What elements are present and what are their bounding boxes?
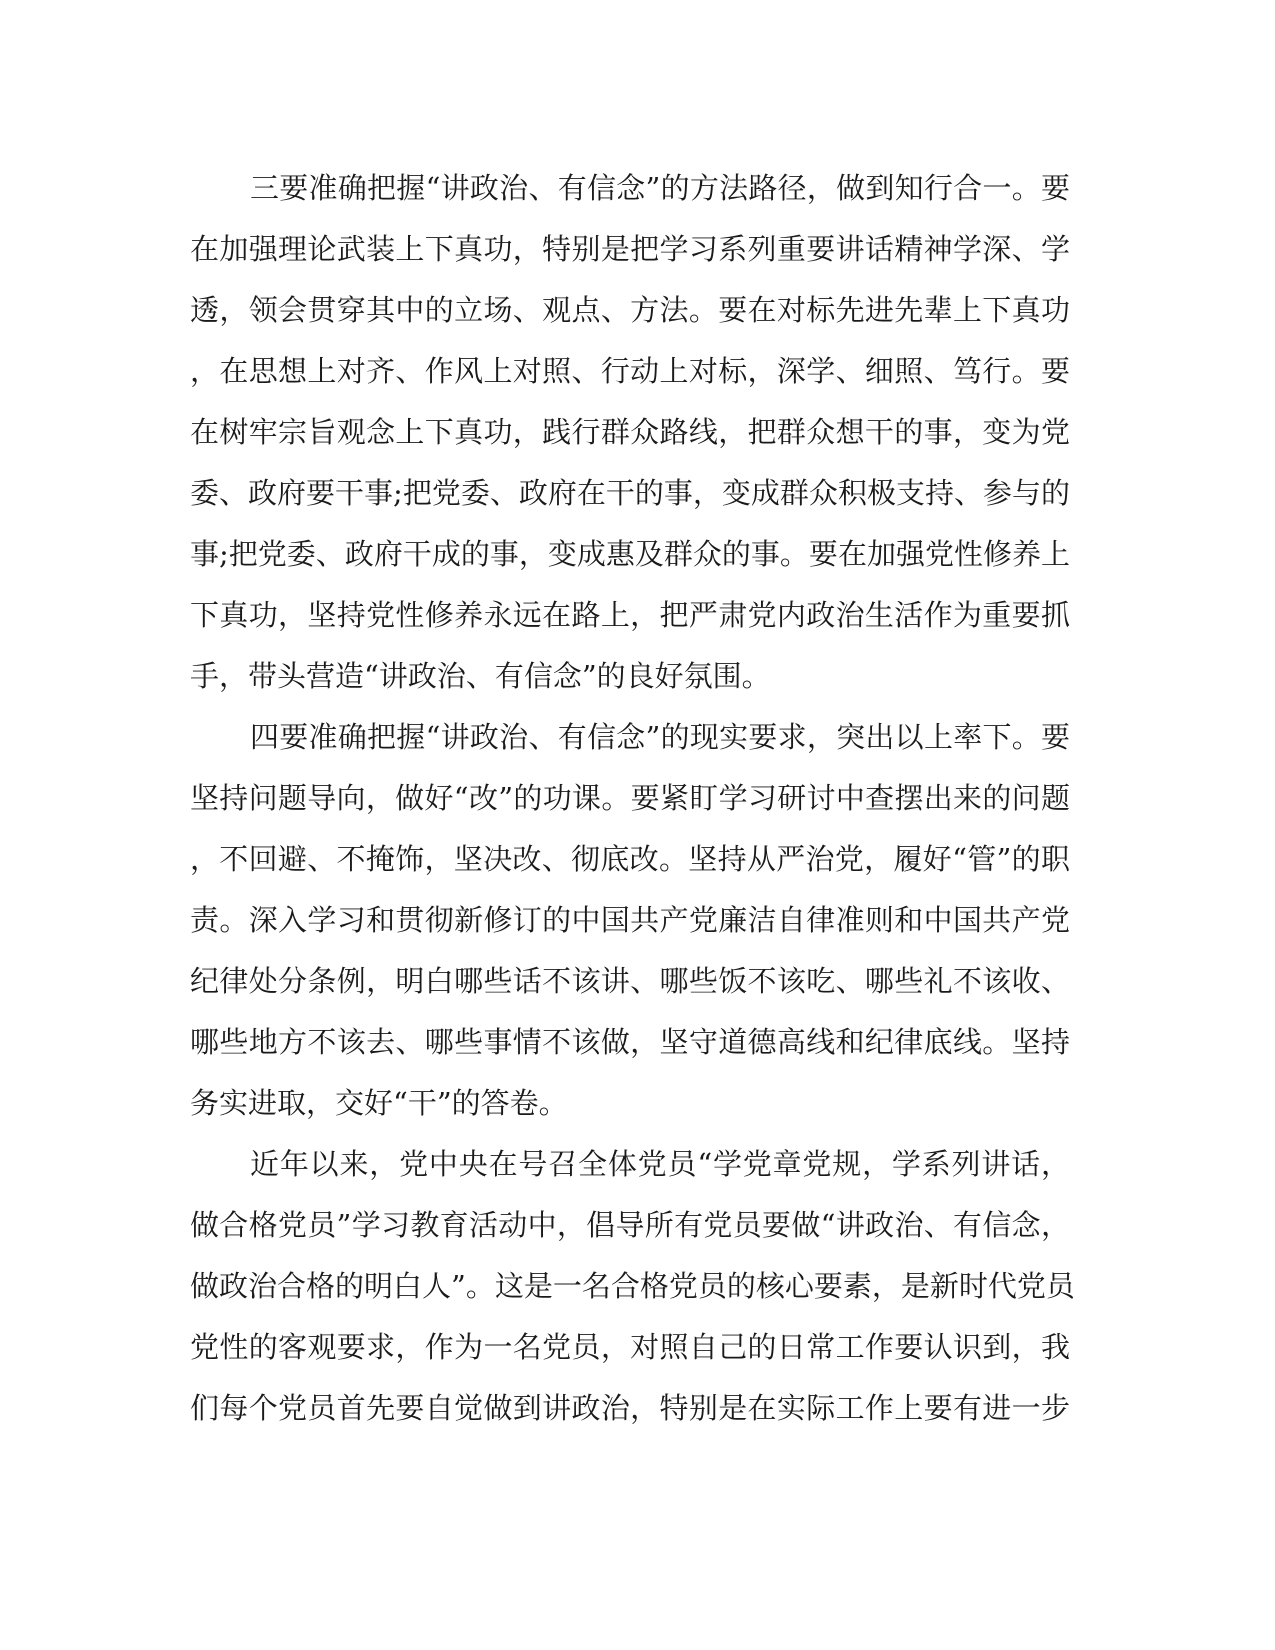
text-line: 们每个党员首先要自觉做到讲政治，特别是在实际工作上要有进一步 [190, 1391, 1070, 1425]
paragraph-4 [190, 707, 1070, 1134]
text-line: 透，领会贯穿其中的立场、观点、方法。要在对标先进先辈上下真功 [190, 293, 1070, 327]
text-line: 哪些地方不该去、哪些事情不该做，坚守道德高线和纪律底线。坚持 [190, 1025, 1070, 1059]
text-line: 纪律处分条例，明白哪些话不该讲、哪些饭不该吃、哪些礼不该收、 [190, 964, 1070, 998]
text-line: 坚持问题导向，做好“改”的功课。要紧盯学习研讨中查摆出来的问题 [190, 781, 1070, 815]
text-line: 下真功，坚持党性修养永远在路上，把严肃党内政治生活作为重要抓 [190, 598, 1070, 632]
text-line: 委、政府要干事;把党委、政府在干的事，变成群众积极支持、参与的 [190, 476, 1070, 510]
text-line: ，在思想上对齐、作风上对照、行动上对标，深学、细照、笃行。要 [190, 354, 1070, 388]
text-line: 在加强理论武装上下真功，特别是把学习系列重要讲话精神学深、学 [190, 232, 1070, 266]
text-line: 手，带头营造“讲政治、有信念”的良好氛围。 [190, 659, 771, 693]
text-line: 责。深入学习和贯彻新修订的中国共产党廉洁自律准则和中国共产党 [190, 903, 1070, 937]
text-line: 三要准确把握“讲政治、有信念”的方法路径，做到知行合一。要 [250, 171, 1070, 205]
text-line: 事;把党委、政府干成的事，变成惠及群众的事。要在加强党性修养上 [190, 537, 1070, 571]
text-line: ，不回避、不掩饰，坚决改、彻底改。坚持从严治党，履好“管”的职 [190, 842, 1070, 876]
paragraph-3 [190, 158, 1070, 707]
text-line: 近年以来，党中央在号召全体党员“学党章党规，学系列讲话， [250, 1147, 1070, 1181]
text-line: 做政治合格的明白人”。这是一名合格党员的核心要素，是新时代党员 [190, 1269, 1075, 1303]
text-line: 四要准确把握“讲政治、有信念”的现实要求，突出以上率下。要 [250, 720, 1070, 754]
paragraph-recent-years [190, 1134, 1075, 1439]
document-body [190, 158, 1075, 1439]
text-line: 党性的客观要求，作为一名党员，对照自己的日常工作要认识到，我 [190, 1330, 1070, 1364]
text-line: 务实进取，交好“干”的答卷。 [190, 1086, 568, 1120]
text-line: 做合格党员”学习教育活动中，倡导所有党员要做“讲政治、有信念， [190, 1208, 1070, 1242]
text-line: 在树牢宗旨观念上下真功，践行群众路线，把群众想干的事，变为党 [190, 415, 1070, 449]
